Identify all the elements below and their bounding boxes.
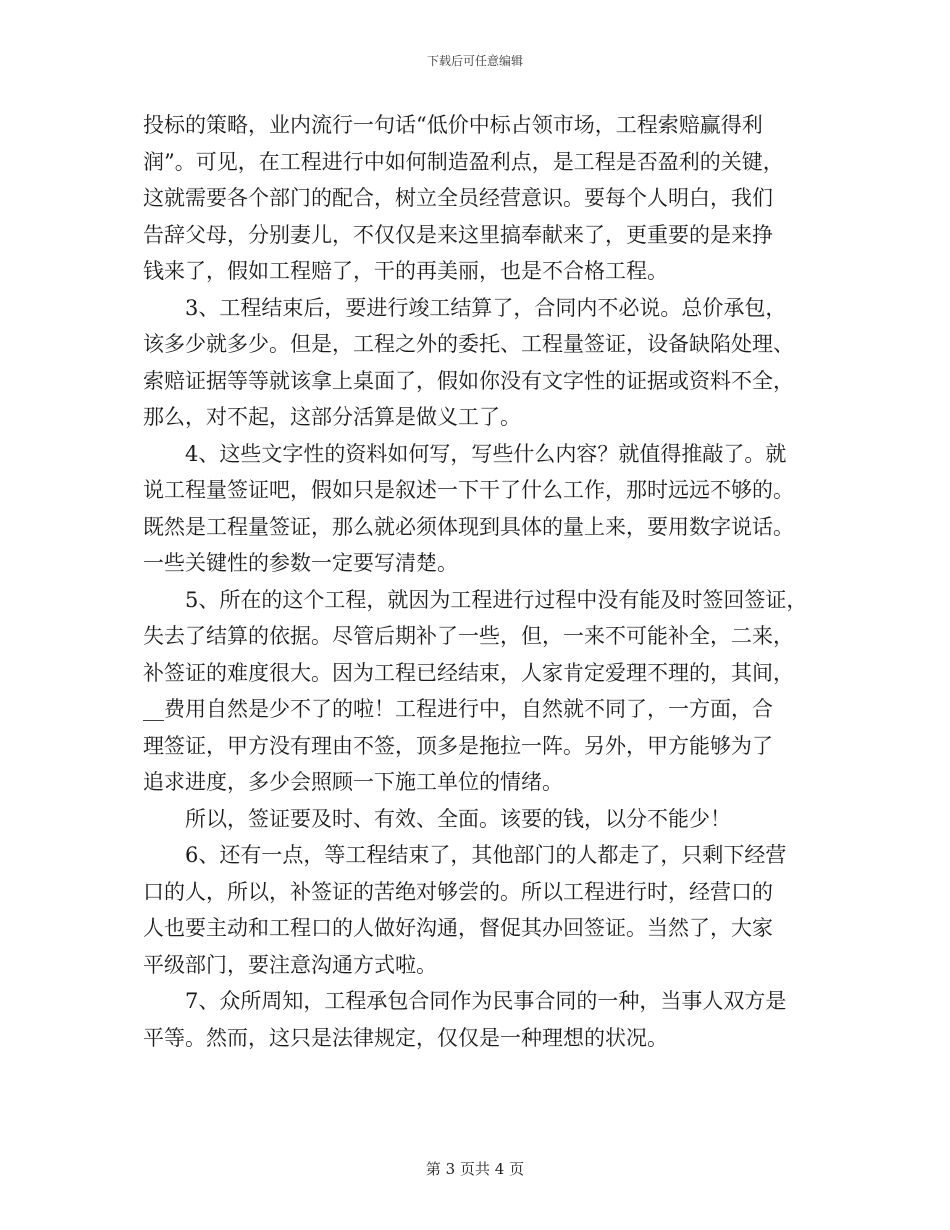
text-line: 3、工程结束后，要进行竣工结算了，合同内不必说。总价承包， bbox=[185, 295, 787, 320]
document-body bbox=[143, 107, 823, 1056]
text-line: 告辞父母，分别妻儿，不仅仅是来这里搞奉献来了，更重要的是来挣 bbox=[143, 222, 773, 247]
text-line: 人也要主动和工程口的人做好沟通，督促其办回签证。当然了，大家 bbox=[143, 916, 773, 940]
text-line: 追求进度，多少会照顾一下施工单位的情绪。 bbox=[143, 770, 563, 794]
text-line: 该多少就多少。但是，工程之外的委托、工程量签证，设备缺陷处理、 bbox=[143, 332, 794, 356]
text-line: 平级部门，要注意沟通方式啦。 bbox=[143, 952, 437, 977]
text-line: 那么，对不起，这部分活算是做义工了。 bbox=[143, 405, 521, 429]
page-header: 下载后可任意编辑 bbox=[426, 54, 523, 68]
text-line: 补签证的难度很大。因为工程已经结束，人家肯定爱理不理的，其间， bbox=[143, 660, 794, 685]
text-line: 润”。可见，在工程进行中如何制造盈利点，是工程是否盈利的关键， bbox=[143, 149, 784, 174]
text-line: 钱来了，假如工程赔了，干的再美丽，也是不合格工程。 bbox=[143, 259, 668, 283]
text-line: 口的人，所以，补签证的苦绝对够尝的。所以工程进行时，经营口的 bbox=[143, 879, 773, 904]
text-line: 4、这些文字性的资料如何写，写些什么内容？就值得推敲了。就 bbox=[185, 441, 787, 466]
text-line: 7、众所周知，工程承包合同作为民事合同的一种，当事人双方是 bbox=[185, 989, 787, 1013]
text-line: 失去了结算的依据。尽管后期补了一些，但，一来不可能补全，二来， bbox=[143, 624, 794, 648]
text-line: __费用自然是少不了的啦！工程进行中，自然就不同了，一方面，合 bbox=[143, 697, 773, 721]
text-line: 6、还有一点，等工程结束了，其他部门的人都走了，只剩下经营 bbox=[185, 843, 787, 867]
text-line: 所以，签证要及时、有效、全面。该要的钱，以分不能少！ bbox=[185, 806, 731, 831]
text-line: 一些关键性的参数一定要写清楚。 bbox=[143, 551, 458, 575]
text-line: 5、所在的这个工程，就因为工程进行过程中没有能及时签回签证， bbox=[185, 587, 808, 612]
text-line: 投标的策略，业内流行一句话“低价中标占领市场，工程索赔赢得利 bbox=[143, 113, 763, 137]
text-line: 索赔证据等等就该拿上桌面了，假如你没有文字性的证据或资料不全， bbox=[143, 368, 794, 393]
text-line: 理签证，甲方没有理由不签，顶多是拖拉一阵。另外，甲方能够为了 bbox=[143, 733, 773, 758]
text-line: 说工程量签证吧，假如只是叙述一下干了什么工作，那时远远不够的。 bbox=[143, 478, 794, 502]
page-footer: 第 3 页共 4 页 bbox=[425, 1160, 525, 1178]
text-line: 这就需要各个部门的配合，树立全员经营意识。要每个人明白，我们 bbox=[143, 186, 773, 210]
text-line: 既然是工程量签证，那么就必须体现到具体的量上来，要用数字说话。 bbox=[143, 514, 794, 539]
text-line: 平等。然而，这只是法律规定，仅仅是一种理想的状况。 bbox=[143, 1025, 668, 1050]
